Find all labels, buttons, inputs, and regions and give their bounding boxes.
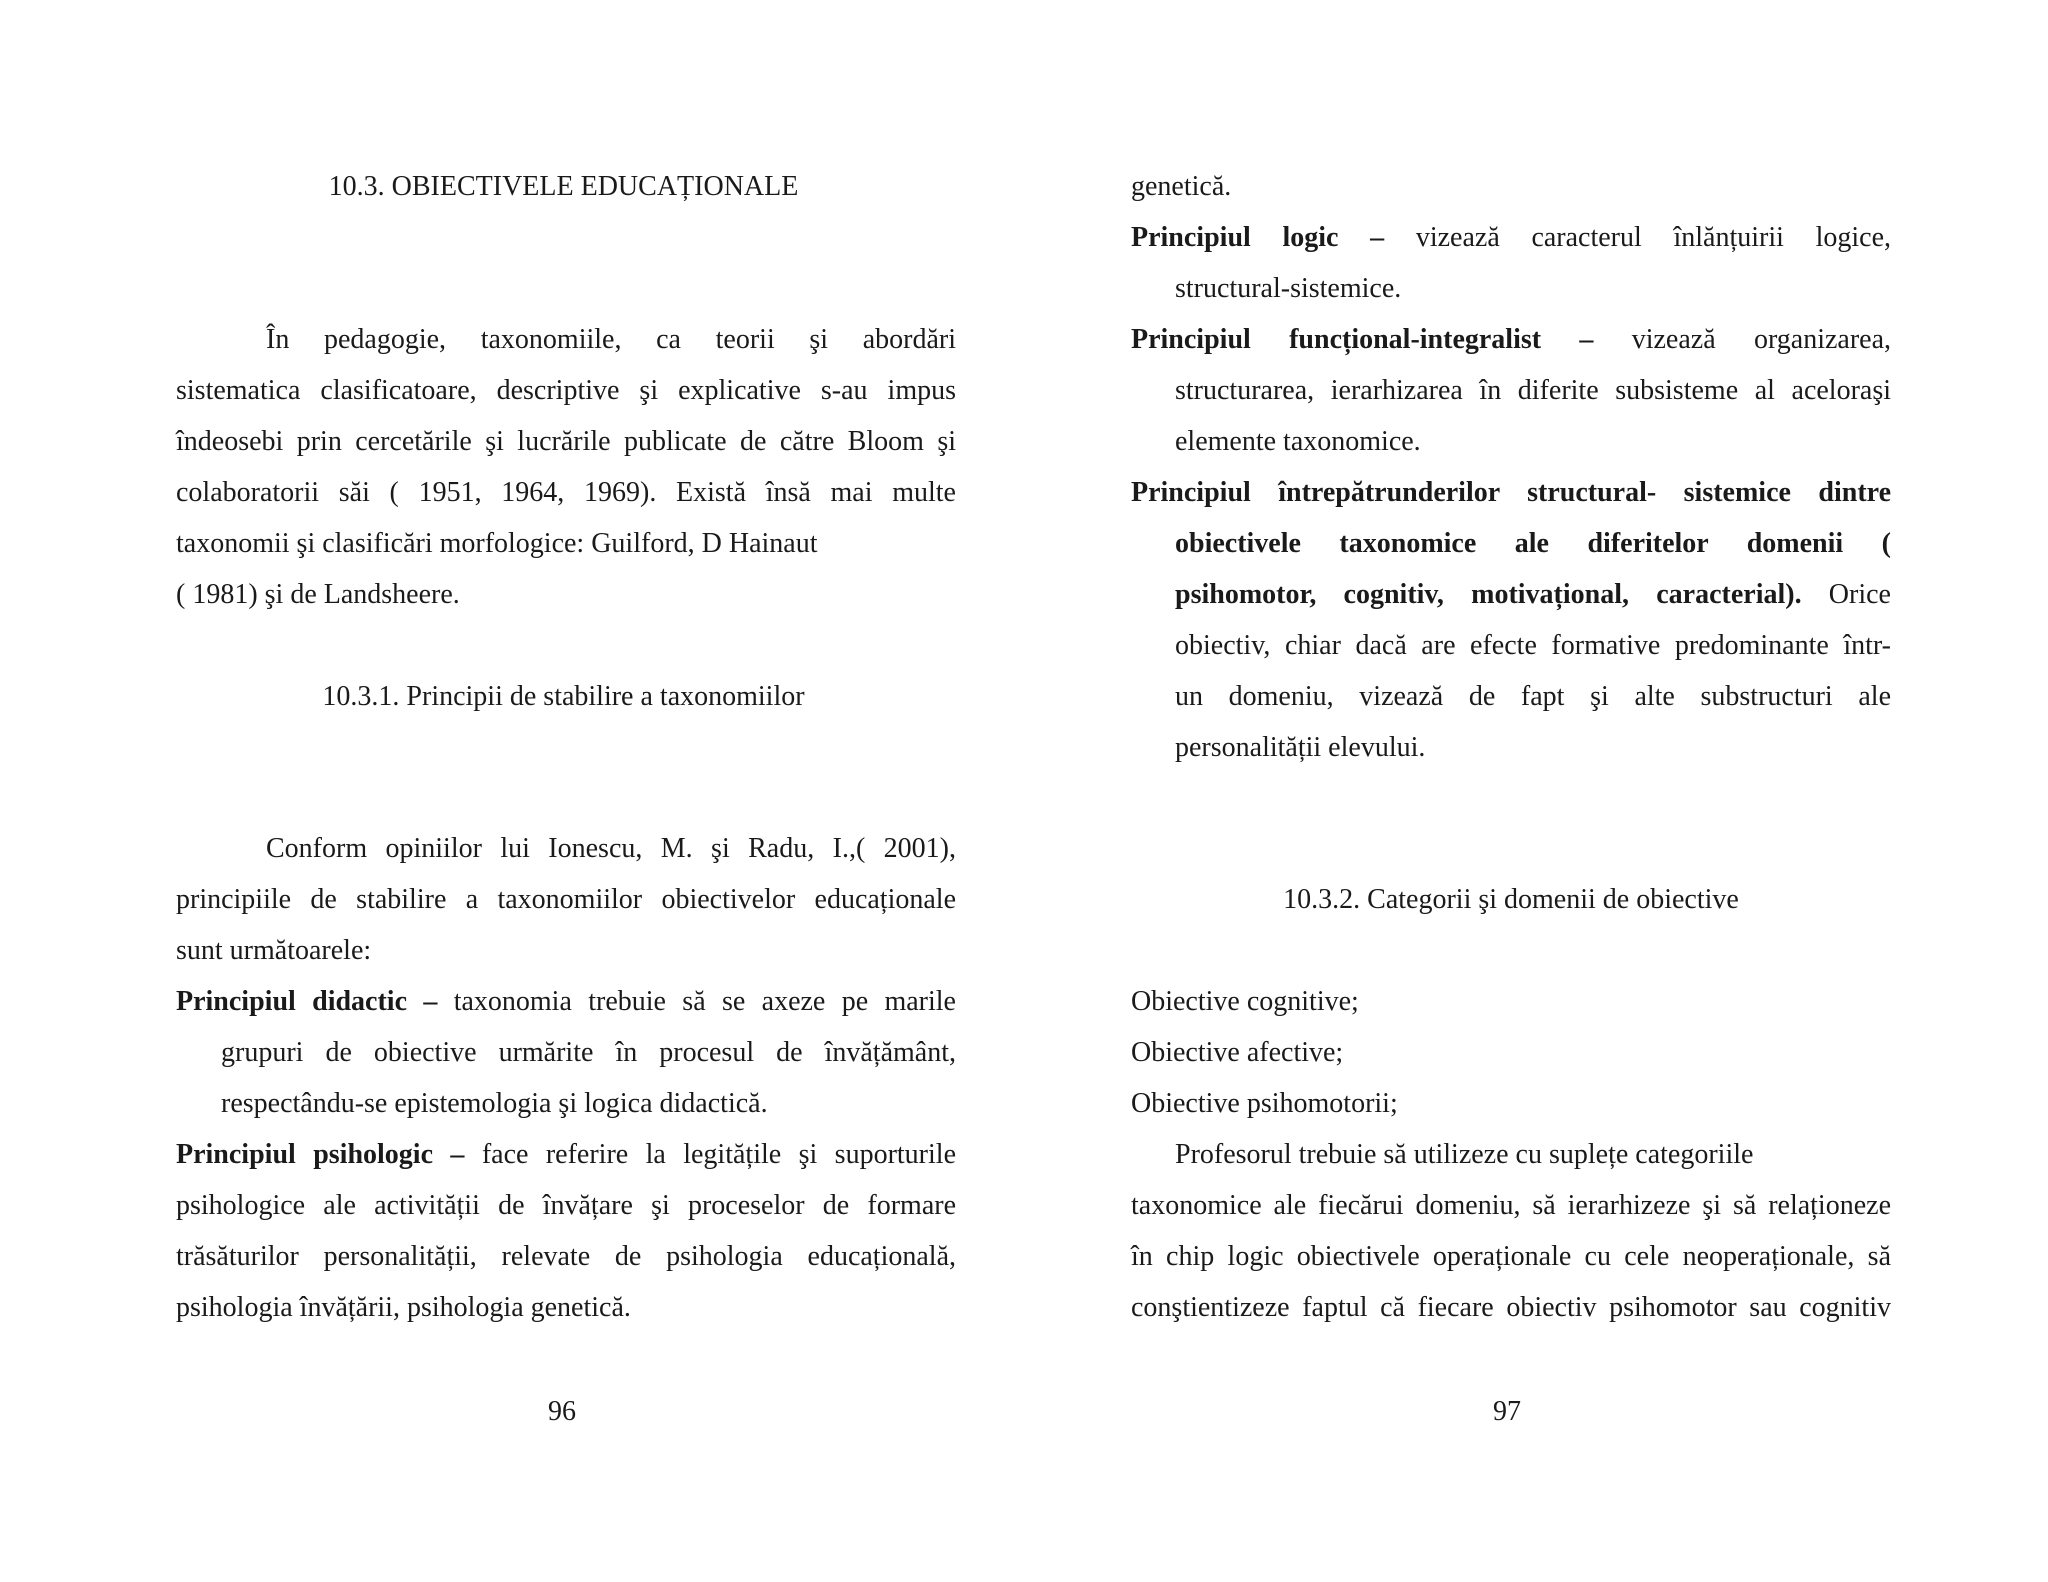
paragraph-line: structural-sistemice. xyxy=(1175,273,1402,304)
paragraph-line: principiile de stabilire a taxonomiilor obiectivelor educaționale xyxy=(176,884,956,915)
principle-text: face referire la legitățile şi suporturile xyxy=(464,1139,956,1170)
paragraph-line: îndeosebi prin cercetările şi lucrările publicate de către Bloom şi xyxy=(176,426,956,457)
principle-text: vizează organizarea, xyxy=(1593,324,1892,355)
principle-text: taxonomia trebuie să se axeze pe marile xyxy=(437,986,956,1017)
principle-term: Principiul funcțional-integralist – xyxy=(1131,324,1594,355)
subsection-title: 10.3.2. Categorii şi domenii de obiective xyxy=(1283,884,1739,915)
paragraph-line: ( 1981) şi de Landsheere. xyxy=(176,579,460,610)
section-title: 10.3. OBIECTIVELE EDUCAȚIONALE xyxy=(328,171,799,202)
paragraph-line: personalității elevului. xyxy=(1175,732,1426,763)
principle-term: obiectivele taxonomice ale diferitelor domenii ( xyxy=(1175,528,1891,559)
list-item: Obiective afective; xyxy=(1131,1037,1344,1068)
paragraph-line: în chip logic obiectivele operaționale cu cele neoperaționale, să xyxy=(1131,1241,1891,1272)
principle-text: Orice xyxy=(1801,579,1891,610)
principle-term: Principiul psihologic – xyxy=(176,1139,465,1170)
paragraph-line: colaboratorii săi ( 1951, 1964, 1969). Există însă mai multe xyxy=(176,477,956,508)
page-number-right: 97 xyxy=(1493,1396,1521,1427)
paragraph-line: taxonomice ale fiecărui domeniu, să ierarhizeze şi să relaționeze xyxy=(1131,1190,1891,1221)
principle-text: vizează caracterul înlănțuirii logice, xyxy=(1384,222,1892,253)
principle-term: Principiul logic – xyxy=(1131,222,1385,253)
paragraph-line: conştientizeze faptul că fiecare obiectiv psihomotor sau cognitiv xyxy=(1131,1292,1891,1323)
paragraph-line xyxy=(176,976,956,1027)
paragraph-line: grupuri de obiective urmărite în procesul de învățământ, xyxy=(221,1037,956,1068)
paragraph-line: un domeniu, vizează de fapt şi alte substructuri ale xyxy=(1175,681,1891,712)
paragraph-line: elemente taxonomice. xyxy=(1175,426,1421,457)
paragraph-line xyxy=(1175,518,1891,569)
paragraph-line: Conform opiniilor lui Ionescu, M. şi Radu, I.,( 2001), xyxy=(266,833,956,864)
principle-term: Principiul didactic – xyxy=(176,986,438,1017)
paragraph-line: structurarea, ierarhizarea în diferite subsisteme al aceloraşi xyxy=(1175,375,1891,406)
paragraph-line: sunt următoarele: xyxy=(176,935,372,966)
subsection-title: 10.3.1. Principii de stabilire a taxonomiilor xyxy=(322,681,805,712)
paragraph-line: taxonomii şi clasificări morfologice: Guilford, D Hainaut xyxy=(176,528,818,559)
list-item: Obiective psihomotorii; xyxy=(1131,1088,1398,1119)
list-item: Obiective cognitive; xyxy=(1131,986,1359,1017)
paragraph-line: psihologia învățării, psihologia genetică. xyxy=(176,1292,631,1323)
page-number-left: 96 xyxy=(548,1396,576,1427)
paragraph-line xyxy=(1131,314,1891,365)
principle-term: psihomotor, cognitiv, motivațional, caracterial). xyxy=(1175,579,1802,610)
paragraph-line xyxy=(1131,212,1891,263)
paragraph-line: respectându-se epistemologia şi logica didactică. xyxy=(221,1088,768,1119)
paragraph-line: În pedagogie, taxonomiile, ca teorii şi abordări xyxy=(266,324,956,355)
paragraph-line xyxy=(1175,569,1891,620)
paragraph-line: Profesorul trebuie să utilizeze cu suplețe categoriile xyxy=(1175,1139,1754,1170)
paragraph-line xyxy=(176,1129,956,1180)
paragraph-line: sistematica clasificatoare, descriptive şi explicative s-au impus xyxy=(176,375,956,406)
paragraph-line: psihologice ale activității de învățare şi proceselor de formare xyxy=(176,1190,956,1221)
paragraph-line: obiectiv, chiar dacă are efecte formative predominante într- xyxy=(1175,630,1891,661)
paragraph-line xyxy=(1131,467,1891,518)
paragraph-line: genetică. xyxy=(1131,171,1232,202)
principle-term: Principiul întrepătrunderilor structural- sistemice dintre xyxy=(1131,477,1891,508)
paragraph-line: trăsăturilor personalității, relevate de psihologia educațională, xyxy=(176,1241,956,1272)
